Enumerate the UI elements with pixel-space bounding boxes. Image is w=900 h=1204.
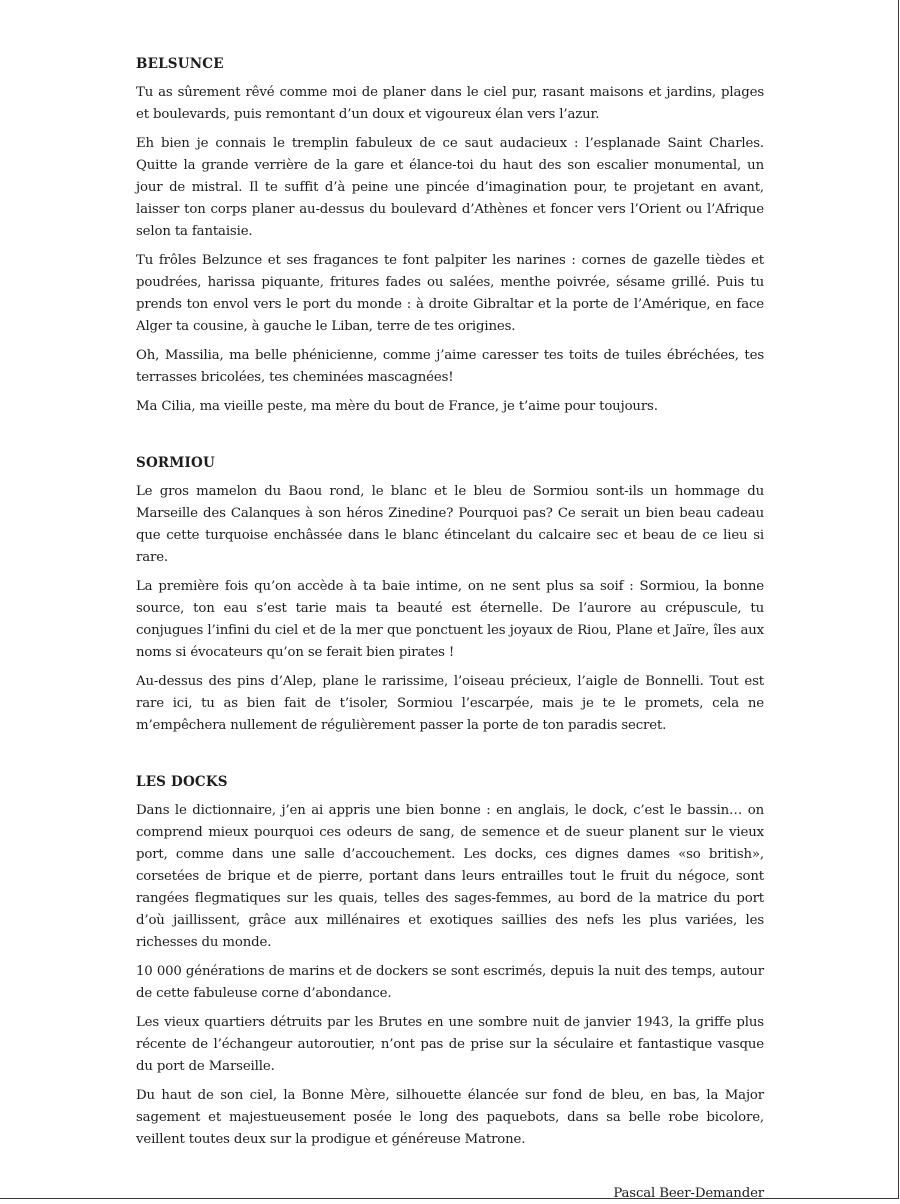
section-sormiou <box>136 453 764 737</box>
section-title: LES DOCKS <box>136 774 228 790</box>
paragraph: Oh, Massilia, ma belle phénicienne, comme j’aime caresser tes toits de tuiles ébréchées, tes terrasses bricolées, tes cheminées mascagnées! <box>136 348 764 385</box>
paragraph: Ma Cilia, ma vieille peste, ma mère du bout de France, je t’aime pour toujours. <box>136 399 658 414</box>
paragraph: Tu as sûrement rêvé comme moi de planer dans le ciel pur, rasant maisons et jardins, plages et boulevards, puis remontant d’un doux et vigoureux élan vers l’azur. <box>136 85 764 122</box>
paragraph: La première fois qu’on accède à ta baie intime, on ne sent plus sa soif : Sormiou, la bonne source, ton eau s’est tarie mais ta beauté est éternelle. De l’aurore au crépuscule, tu conjugues l’infini du ciel et de la mer que ponctuent les joyaux de Riou, Plane et Jaïre, îles aux noms si évocateurs qu’on se ferait bien pirates ! <box>136 579 764 660</box>
paragraph: Dans le dictionnaire, j’en ai appris une bien bonne : en anglais, le dock, c’est le bassin… on comprend mieux pourquoi ces odeurs de sang, de semence et de sueur planent sur le vieux port, comme dans une salle d’accouchement. Les docks, ces dignes dames «so british», corsetées de brique et de pierre, portant dans leurs entrailles tout le fruit du négoce, sont rangées flegmatiques sur les quais, telles des sages-femmes, au bord de la matrice du port d’où jaillissent, grâce aux millénaires et exotiques saillies des nefs les plus variées, les richesses du monde. <box>136 803 764 950</box>
paragraph: Tu frôles Belzunce et ses fragances te font palpiter les narines : cornes de gazelle tièdes et poudrées, harissa piquante, fritures fades ou salées, menthe poivrée, sésame grillé. Puis tu prends ton envol vers le port du monde : à droite Gibraltar et la porte de l’Amérique, en face Alger ta cousine, à gauche le Liban, terre de tes origines. <box>136 253 764 334</box>
section-les-docks <box>136 772 764 1151</box>
paragraph: Eh bien je connais le tremplin fabuleux de ce saut audacieux : l’esplanade Saint Charles. Quitte la grande verrière de la gare et élance-toi du haut des son escalier monumental, un jour de mistral. Il te suffit d’à peine une pincée d’imagination pour, te projetant en avant, laisser ton corps planer au-dessus du boulevard d’Athènes et foncer vers l’Orient ou l’Afrique selon ta fantaisie. <box>136 136 764 239</box>
paragraph: Le gros mamelon du Baou rond, le blanc et le bleu de Sormiou sont-ils un hommage du Marseille des Calanques à son héros Zinedine? Pourquoi pas? Ce serait un bien beau cadeau que cette turquoise enchâssée dans le blanc étincelant du calcaire sec et beau de ce lieu si rare. <box>136 484 764 565</box>
paragraph: Au-dessus des pins d’Alep, plane le rarissime, l’oiseau précieux, l’aigle de Bonnelli. Tout est rare ici, tu as bien fait de t’isoler, Sormiou l’escarpée, mais je te le promets, cela ne m’empêchera nullement de régulièrement passer la porte de ton paradis secret. <box>136 674 764 733</box>
section-title: SORMIOU <box>136 455 215 471</box>
author-signature: Pascal Beer-Demander <box>613 1186 764 1201</box>
section-belsunce <box>136 54 764 418</box>
paragraph: Du haut de son ciel, la Bonne Mère, silhouette élancée sur fond de bleu, en bas, la Major sagement et majestueusement posée le long des paquebots, dans sa belle robe bicolore, veillent toutes deux sur la prodigue et généreuse Matrone. <box>136 1088 764 1147</box>
section-title: BELSUNCE <box>136 56 224 72</box>
document-body <box>136 54 764 1204</box>
paragraph: 10 000 générations de marins et de dockers se sont escrimés, depuis la nuit des temps, autour de cette fabuleuse corne d’abondance. <box>136 964 764 1001</box>
paragraph: Les vieux quartiers détruits par les Brutes en une sombre nuit de janvier 1943, la griffe plus récente de l’échangeur autoroutier, n’ont pas de prise sur la séculaire et fantastique vasque du port de Marseille. <box>136 1015 764 1074</box>
